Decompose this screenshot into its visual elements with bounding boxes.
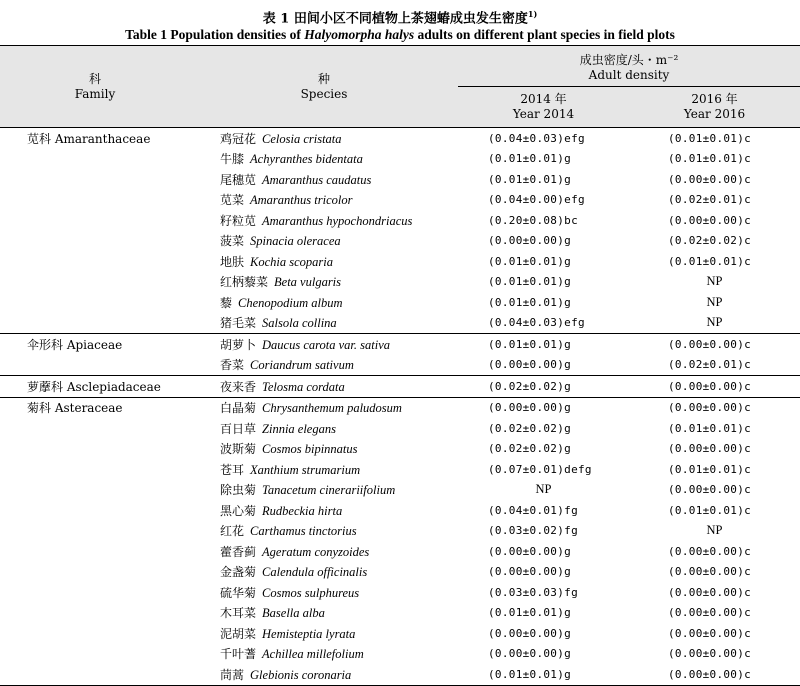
density-2014-cell: (0.00±0.00)g	[488, 626, 572, 640]
family-cell: 菊科 Asteraceae	[27, 401, 123, 416]
species-name-latin: Celosia cristata	[262, 131, 342, 146]
table-row	[0, 480, 800, 501]
species-cell	[190, 582, 458, 603]
species-cell	[190, 292, 458, 313]
species-name-cn: 苍耳	[220, 462, 245, 477]
species-cell	[190, 603, 458, 624]
density-2014-cell: (0.01±0.01)g	[488, 152, 572, 166]
table-row	[0, 459, 800, 480]
density-2014-cell: (0.01±0.01)g	[488, 254, 572, 268]
species-name-cn: 地肤	[220, 254, 245, 269]
density-2016-cell: NP	[706, 523, 723, 538]
table-row	[0, 149, 800, 170]
species-name-latin: Amaranthus tricolor	[250, 193, 353, 208]
species-name-latin: Xanthium strumarium	[250, 462, 361, 477]
family-cell	[0, 355, 190, 376]
species-cell	[190, 521, 458, 542]
density-table	[0, 45, 800, 686]
density-2016-cell: (0.00±0.00)c	[668, 647, 752, 661]
table-row	[0, 603, 800, 624]
species-name-cn: 白晶菊	[220, 401, 257, 416]
table-row	[0, 334, 800, 355]
density-2016-cell: (0.01±0.01)c	[668, 131, 752, 145]
species-name-cn: 菠菜	[220, 234, 245, 249]
family-cell: 伞形科 Apiaceae	[27, 337, 123, 352]
density-2014-cell: (0.20±0.08)bc	[488, 213, 578, 227]
family-cell	[0, 664, 190, 685]
species-name-latin: Glebionis coronaria	[250, 667, 352, 682]
density-2014-cell: (0.00±0.00)g	[488, 565, 572, 579]
species-cell	[190, 251, 458, 272]
species-cell	[190, 149, 458, 170]
species-name-latin: Spinacia oleracea	[250, 234, 341, 249]
species-name-latin: Rudbeckia hirta	[262, 503, 343, 518]
year-2014-header: 2014 年 Year 2014	[512, 92, 575, 121]
table-row	[0, 313, 800, 334]
table-row	[0, 376, 800, 398]
species-name-latin: Cosmos sulphureus	[262, 585, 360, 600]
density-2014-cell: (0.00±0.00)g	[458, 355, 629, 376]
density-2014-cell: (0.02±0.02)g	[488, 442, 572, 456]
species-name-latin: Telosma cordata	[262, 379, 345, 394]
species-name-latin: Daucus carota var. sativa	[262, 337, 391, 352]
species-name-latin: Tanacetum cinerariifolium	[262, 483, 396, 498]
density-2014-cell: (0.01±0.01)g	[488, 295, 572, 309]
density-2016-cell: (0.00±0.00)c	[668, 213, 752, 227]
species-name-cn: 香菜	[220, 358, 245, 373]
species-name-cn: 胡萝卜	[220, 337, 257, 352]
species-cell	[190, 334, 458, 355]
table-row	[0, 169, 800, 190]
table-row	[0, 210, 800, 231]
species-name-cn: 夜来香	[220, 379, 257, 394]
family-header: 科 Family	[74, 71, 116, 101]
species-cell	[190, 190, 458, 211]
density-2014-cell: (0.03±0.03)fg	[488, 585, 578, 599]
density-2016-cell: (0.01±0.01)c	[668, 462, 752, 476]
table-row	[0, 397, 800, 418]
density-2014-cell: (0.07±0.01)defg	[488, 462, 592, 476]
density-2016-cell: (0.01±0.01)c	[668, 503, 752, 517]
species-cell	[190, 397, 458, 418]
species-cell	[190, 664, 458, 685]
table-row	[0, 644, 800, 665]
species-cell	[190, 500, 458, 521]
density-2016-cell: (0.00±0.00)c	[668, 401, 752, 415]
density-2014-cell: (0.03±0.02)fg	[488, 524, 578, 538]
species-name-cn: 百日草	[220, 421, 257, 436]
species-name-cn: 藜	[220, 295, 233, 310]
density-2014-cell: (0.01±0.01)g	[458, 664, 629, 685]
table-row	[0, 355, 800, 376]
species-name-cn: 苋菜	[220, 193, 245, 208]
species-name-cn: 尾穗苋	[220, 172, 257, 187]
species-name-latin: Carthamus tinctorius	[250, 524, 357, 539]
species-name-cn: 泥胡菜	[220, 626, 257, 641]
table-row	[0, 562, 800, 583]
species-cell	[190, 376, 458, 398]
species-cell	[190, 355, 458, 376]
species-name-cn: 波斯菊	[220, 442, 257, 457]
density-2014-cell: (0.01±0.01)g	[488, 337, 572, 351]
density-2014-cell: (0.01±0.01)g	[488, 172, 572, 186]
family-cell	[0, 480, 190, 501]
species-name-latin: Coriandrum sativum	[250, 358, 354, 373]
density-2016-cell: (0.00±0.00)c	[668, 337, 752, 351]
density-2014-cell: (0.04±0.01)fg	[488, 503, 578, 517]
family-cell	[0, 500, 190, 521]
table-title-en: Table 1 Population densities of Halyomorpha halys adults on different plant species in field plots	[125, 27, 675, 42]
density-2016-cell: (0.00±0.00)c	[629, 664, 800, 685]
density-2016-cell: (0.00±0.00)c	[668, 626, 752, 640]
species-name-latin: Cosmos bipinnatus	[262, 442, 358, 457]
density-2016-cell: (0.00±0.00)c	[668, 483, 752, 497]
species-name-cn: 除虫菊	[220, 483, 257, 498]
family-cell	[0, 272, 190, 293]
species-name-latin: Ageratum conyzoides	[262, 544, 370, 559]
family-cell: 苋科 Amaranthaceae	[27, 131, 151, 146]
density-2014-cell: (0.02±0.02)g	[488, 421, 572, 435]
species-cell	[190, 541, 458, 562]
species-cell	[190, 418, 458, 439]
species-name-cn: 黑心菊	[220, 503, 257, 518]
family-cell	[0, 251, 190, 272]
density-2016-cell: NP	[706, 294, 723, 309]
species-name-latin: Achyranthes bidentata	[250, 152, 363, 167]
density-2014-cell: (0.04±0.03)efg	[488, 131, 585, 145]
density-2016-cell: (0.00±0.00)c	[629, 376, 800, 398]
density-2014-cell: (0.01±0.01)g	[488, 275, 572, 289]
species-cell	[190, 439, 458, 460]
family-cell	[0, 439, 190, 460]
density-2014-cell: (0.02±0.02)g	[458, 376, 629, 398]
species-cell	[190, 272, 458, 293]
density-2016-cell: NP	[629, 313, 800, 334]
species-name-cn: 藿香蓟	[220, 544, 257, 559]
species-name-cn: 红花	[220, 524, 245, 539]
species-name-cn: 猪毛菜	[220, 316, 257, 331]
family-cell	[0, 603, 190, 624]
density-2014-cell: (0.00±0.00)g	[488, 544, 572, 558]
density-2016-cell: (0.01±0.01)c	[668, 254, 752, 268]
family-cell	[0, 459, 190, 480]
density-2016-cell: (0.02±0.01)c	[668, 193, 752, 207]
species-name-cn: 红柄藜菜	[220, 275, 269, 290]
species-name-cn: 鸡冠花	[220, 131, 257, 146]
species-name-latin: Achillea millefolium	[262, 647, 364, 662]
species-name-latin: Kochia scoparia	[250, 254, 333, 269]
table-row	[0, 521, 800, 542]
table-title-cn: 表 1 田间小区不同植物上茶翅蝽成虫发生密度$^{1)}$	[262, 9, 538, 27]
species-cell	[190, 623, 458, 644]
species-name-latin: Zinnia elegans	[262, 421, 336, 436]
family-cell	[0, 149, 190, 170]
species-cell	[190, 480, 458, 501]
family-cell	[0, 210, 190, 231]
table-row	[0, 500, 800, 521]
species-name-latin: Amaranthus hypochondriacus	[262, 213, 413, 228]
density-2016-cell: (0.01±0.01)c	[668, 152, 752, 166]
density-2016-cell: (0.02±0.02)c	[668, 234, 752, 248]
density-2016-cell: (0.00±0.00)c	[668, 442, 752, 456]
species-cell	[190, 562, 458, 583]
family-cell: 萝藦科 Asclepiadaceae	[0, 376, 190, 398]
species-name-cn: 牛膝	[220, 152, 245, 167]
species-cell	[190, 128, 458, 149]
table-row	[0, 251, 800, 272]
family-cell	[0, 313, 190, 334]
species-name-latin: Chrysanthemum paludosum	[262, 401, 402, 416]
density-2014-cell: NP	[535, 482, 552, 497]
density-2016-cell: (0.00±0.00)c	[668, 544, 752, 558]
species-cell	[190, 169, 458, 190]
species-name-cn: 千叶蓍	[220, 647, 257, 662]
family-cell	[0, 644, 190, 665]
species-cell	[190, 459, 458, 480]
year-2016-header: 2016 年 Year 2016	[683, 92, 746, 121]
table-row	[0, 292, 800, 313]
family-cell	[0, 562, 190, 583]
species-name-cn: 木耳菜	[220, 606, 257, 621]
density-2014-cell: (0.01±0.01)g	[488, 606, 572, 620]
density-2016-cell: (0.00±0.00)c	[668, 565, 752, 579]
density-2014-cell: (0.04±0.03)efg	[458, 313, 629, 334]
family-cell	[0, 582, 190, 603]
family-cell	[0, 541, 190, 562]
family-cell	[0, 190, 190, 211]
density-2014-cell: (0.00±0.00)g	[488, 647, 572, 661]
species-name-latin: Beta vulgaris	[274, 275, 342, 290]
species-name-cn: 硫华菊	[220, 585, 257, 600]
family-cell	[0, 169, 190, 190]
density-2016-cell: NP	[706, 274, 723, 289]
table-row	[0, 541, 800, 562]
table-row	[0, 664, 800, 685]
density-2014-cell: (0.00±0.00)g	[488, 401, 572, 415]
species-name-latin: Hemisteptia lyrata	[262, 626, 356, 641]
density-2016-cell: (0.01±0.01)c	[668, 421, 752, 435]
species-cell	[190, 644, 458, 665]
density-2014-cell: (0.04±0.00)efg	[488, 193, 585, 207]
family-cell	[0, 623, 190, 644]
density-2016-cell: (0.00±0.00)c	[668, 585, 752, 599]
species-name-latin: Salsola collina	[262, 316, 337, 331]
density-2014-cell: (0.00±0.00)g	[488, 234, 572, 248]
species-cell	[190, 231, 458, 252]
table-row	[0, 623, 800, 644]
species-name-cn: 茼蒿	[220, 667, 245, 682]
species-name-latin: Chenopodium album	[238, 295, 343, 310]
table-row	[0, 190, 800, 211]
species-header: 种 Species	[300, 71, 348, 101]
table-row	[0, 418, 800, 439]
family-cell	[0, 292, 190, 313]
density-2016-cell: (0.00±0.00)c	[668, 172, 752, 186]
species-cell	[190, 210, 458, 231]
family-cell	[0, 521, 190, 542]
density-2016-cell: (0.00±0.00)c	[668, 606, 752, 620]
species-name-latin: Basella alba	[262, 606, 325, 621]
table-row	[0, 582, 800, 603]
table-row	[0, 272, 800, 293]
table-row	[0, 439, 800, 460]
species-name-cn: 籽粒苋	[220, 213, 257, 228]
family-cell	[0, 231, 190, 252]
table-row	[0, 231, 800, 252]
species-name-latin: Amaranthus caudatus	[262, 172, 372, 187]
table-row	[0, 128, 800, 149]
species-cell	[190, 313, 458, 334]
species-name-latin: Calendula officinalis	[262, 565, 368, 580]
species-name-cn: 金盏菊	[220, 565, 257, 580]
family-cell	[0, 418, 190, 439]
adult-density-header: 成虫密度/头・m⁻² Adult density	[458, 46, 800, 87]
density-2016-cell: (0.02±0.01)c	[629, 355, 800, 376]
